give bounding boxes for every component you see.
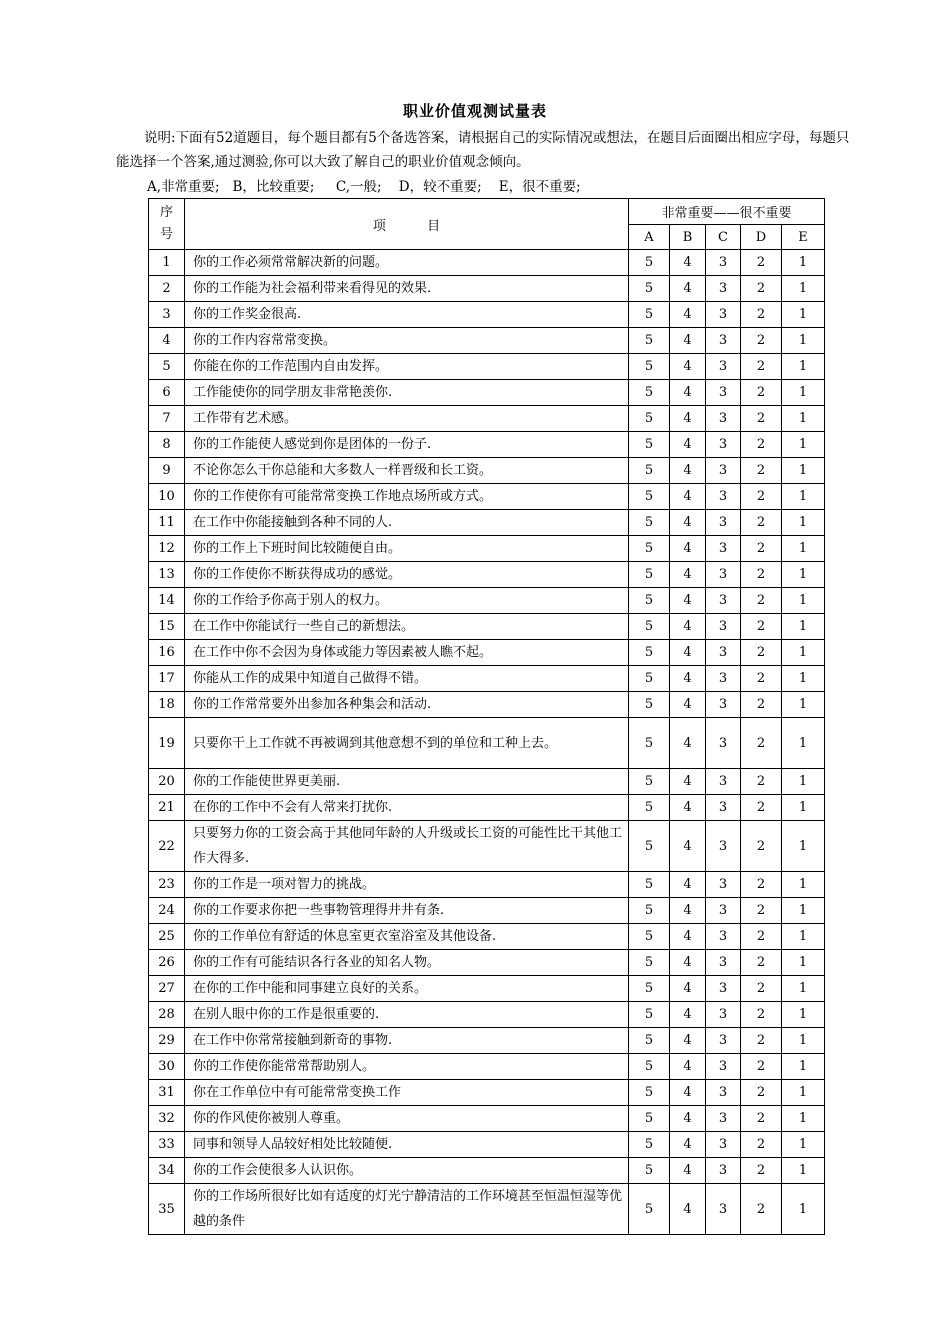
score-option-a[interactable]: 5 bbox=[629, 328, 670, 354]
table-row bbox=[149, 302, 825, 328]
score-option-e[interactable]: 1 bbox=[782, 1106, 825, 1132]
score-option-a[interactable]: 5 bbox=[629, 795, 670, 821]
row-number: 32 bbox=[149, 1106, 185, 1132]
row-number: 21 bbox=[149, 795, 185, 821]
row-number: 17 bbox=[149, 666, 185, 692]
score-option-c[interactable]: 3 bbox=[706, 302, 741, 328]
score-option-e[interactable]: 1 bbox=[782, 872, 825, 898]
score-option-d[interactable]: 2 bbox=[741, 562, 782, 588]
header-scale: 非常重要——很不重要 bbox=[629, 199, 825, 225]
row-question: 在你的工作中能和同事建立良好的关系。 bbox=[185, 976, 629, 1002]
score-option-d[interactable]: 2 bbox=[741, 1002, 782, 1028]
score-option-b[interactable]: 4 bbox=[670, 432, 706, 458]
row-question: 你能在你的工作范围内自由发挥。 bbox=[185, 354, 629, 380]
score-option-b[interactable]: 4 bbox=[670, 950, 706, 976]
row-question: 你在工作单位中有可能常常变换工作 bbox=[185, 1080, 629, 1106]
row-question: 你的工作内容常常变换。 bbox=[185, 328, 629, 354]
score-option-a[interactable]: 5 bbox=[629, 1132, 670, 1158]
score-option-b[interactable]: 4 bbox=[670, 536, 706, 562]
score-option-b[interactable]: 4 bbox=[670, 976, 706, 1002]
score-option-b[interactable]: 4 bbox=[670, 821, 706, 872]
row-number: 19 bbox=[149, 718, 185, 769]
page-title: 职业价值观测试量表 bbox=[402, 102, 547, 120]
score-option-b[interactable]: 4 bbox=[670, 250, 706, 276]
row-number: 24 bbox=[149, 898, 185, 924]
score-option-a[interactable]: 5 bbox=[629, 950, 670, 976]
score-option-d[interactable]: 2 bbox=[741, 924, 782, 950]
score-option-b[interactable]: 4 bbox=[670, 1158, 706, 1184]
score-option-a[interactable]: 5 bbox=[629, 692, 670, 718]
score-option-d[interactable]: 2 bbox=[741, 484, 782, 510]
row-number: 2 bbox=[149, 276, 185, 302]
row-question: 你的工作有可能结识各行各业的知名人物。 bbox=[185, 950, 629, 976]
header-letter-c: C bbox=[706, 225, 741, 250]
scale-legend: A,非常重要; B，比较重要; C,一般; D，较不重要; E，很不重要; bbox=[147, 179, 581, 195]
score-option-b[interactable]: 4 bbox=[670, 898, 706, 924]
table-row bbox=[149, 692, 825, 718]
score-option-c[interactable]: 3 bbox=[706, 666, 741, 692]
score-option-d[interactable]: 2 bbox=[741, 1028, 782, 1054]
score-option-d[interactable]: 2 bbox=[741, 1132, 782, 1158]
score-option-a[interactable]: 5 bbox=[629, 1184, 670, 1235]
header-number-bottom: 号 bbox=[159, 227, 173, 242]
row-number: 6 bbox=[149, 380, 185, 406]
header-item: 项 目 bbox=[185, 199, 629, 250]
score-option-d[interactable]: 2 bbox=[741, 302, 782, 328]
table-row bbox=[149, 562, 825, 588]
score-option-e[interactable]: 1 bbox=[782, 484, 825, 510]
score-option-d[interactable]: 2 bbox=[741, 432, 782, 458]
score-option-b[interactable]: 4 bbox=[670, 692, 706, 718]
score-option-a[interactable]: 5 bbox=[629, 976, 670, 1002]
row-question: 在别人眼中你的工作是很重要的. bbox=[185, 1002, 629, 1028]
table-row bbox=[149, 1054, 825, 1080]
score-option-b[interactable]: 4 bbox=[670, 354, 706, 380]
row-number: 13 bbox=[149, 562, 185, 588]
score-option-b[interactable]: 4 bbox=[670, 872, 706, 898]
row-number: 9 bbox=[149, 458, 185, 484]
score-option-a[interactable]: 5 bbox=[629, 432, 670, 458]
score-option-c[interactable]: 3 bbox=[706, 950, 741, 976]
score-option-c[interactable]: 3 bbox=[706, 354, 741, 380]
row-question: 工作带有艺术感。 bbox=[185, 406, 629, 432]
score-option-e[interactable]: 1 bbox=[782, 1002, 825, 1028]
score-option-c[interactable]: 3 bbox=[706, 458, 741, 484]
table-row bbox=[149, 406, 825, 432]
row-question: 你的工作使你不断获得成功的感觉。 bbox=[185, 562, 629, 588]
score-option-e[interactable]: 1 bbox=[782, 1132, 825, 1158]
score-option-e[interactable]: 1 bbox=[782, 536, 825, 562]
row-question: 你的工作使你能常常帮助别人。 bbox=[185, 1054, 629, 1080]
score-option-a[interactable]: 5 bbox=[629, 666, 670, 692]
table-row bbox=[149, 510, 825, 536]
table-row bbox=[149, 976, 825, 1002]
score-option-e[interactable]: 1 bbox=[782, 1028, 825, 1054]
row-question: 你的工作给予你高于别人的权力。 bbox=[185, 588, 629, 614]
row-question: 你的工作使你有可能常常变换工作地点场所或方式。 bbox=[185, 484, 629, 510]
row-number: 22 bbox=[149, 821, 185, 872]
score-option-c[interactable]: 3 bbox=[706, 406, 741, 432]
row-number: 31 bbox=[149, 1080, 185, 1106]
row-question: 在你的工作中不会有人常来打扰你. bbox=[185, 795, 629, 821]
score-option-b[interactable]: 4 bbox=[670, 588, 706, 614]
score-option-a[interactable]: 5 bbox=[629, 510, 670, 536]
score-option-c[interactable]: 3 bbox=[706, 640, 741, 666]
table-row bbox=[149, 432, 825, 458]
table-body bbox=[149, 250, 825, 1235]
score-option-d[interactable]: 2 bbox=[741, 1158, 782, 1184]
row-question: 你的工作会使很多人认识你。 bbox=[185, 1158, 629, 1184]
score-option-e[interactable]: 1 bbox=[782, 976, 825, 1002]
row-number: 3 bbox=[149, 302, 185, 328]
score-option-e[interactable]: 1 bbox=[782, 510, 825, 536]
row-question: 你的工作常常要外出参加各种集会和活动. bbox=[185, 692, 629, 718]
score-option-d[interactable]: 2 bbox=[741, 718, 782, 769]
score-option-c[interactable]: 3 bbox=[706, 924, 741, 950]
score-option-d[interactable]: 2 bbox=[741, 406, 782, 432]
table-row bbox=[149, 328, 825, 354]
row-question: 你的工作能使人感觉到你是团体的一份子. bbox=[185, 432, 629, 458]
score-option-d[interactable]: 2 bbox=[741, 510, 782, 536]
score-option-e[interactable]: 1 bbox=[782, 276, 825, 302]
row-number: 4 bbox=[149, 328, 185, 354]
score-option-c[interactable]: 3 bbox=[706, 432, 741, 458]
row-number: 27 bbox=[149, 976, 185, 1002]
score-option-b[interactable]: 4 bbox=[670, 380, 706, 406]
score-option-d[interactable]: 2 bbox=[741, 950, 782, 976]
score-option-c[interactable]: 3 bbox=[706, 692, 741, 718]
score-option-e[interactable]: 1 bbox=[782, 795, 825, 821]
header-number-top: 序 bbox=[159, 205, 173, 220]
score-option-c[interactable]: 3 bbox=[706, 718, 741, 769]
score-option-b[interactable]: 4 bbox=[670, 276, 706, 302]
score-option-a[interactable]: 5 bbox=[629, 276, 670, 302]
table-row bbox=[149, 795, 825, 821]
header-letter-b: B bbox=[670, 225, 706, 250]
row-question: 只要你干上工作就不再被调到其他意想不到的单位和工种上去。 bbox=[185, 718, 629, 769]
score-option-c[interactable]: 3 bbox=[706, 976, 741, 1002]
score-option-e[interactable]: 1 bbox=[782, 354, 825, 380]
row-number: 16 bbox=[149, 640, 185, 666]
score-option-b[interactable]: 4 bbox=[670, 769, 706, 795]
row-question: 你的工作是一项对智力的挑战。 bbox=[185, 872, 629, 898]
row-question: 在工作中你不会因为身体或能力等因素被人瞧不起。 bbox=[185, 640, 629, 666]
score-option-d[interactable]: 2 bbox=[741, 328, 782, 354]
score-option-c[interactable]: 3 bbox=[706, 1080, 741, 1106]
score-option-e[interactable]: 1 bbox=[782, 562, 825, 588]
score-option-e[interactable]: 1 bbox=[782, 769, 825, 795]
score-option-a[interactable]: 5 bbox=[629, 821, 670, 872]
score-option-c[interactable]: 3 bbox=[706, 1002, 741, 1028]
score-option-c[interactable]: 3 bbox=[706, 898, 741, 924]
table-row bbox=[149, 588, 825, 614]
score-option-c[interactable]: 3 bbox=[706, 1106, 741, 1132]
row-number: 25 bbox=[149, 924, 185, 950]
row-number: 33 bbox=[149, 1132, 185, 1158]
score-option-e[interactable]: 1 bbox=[782, 692, 825, 718]
header-letter-a: A bbox=[629, 225, 670, 250]
instructions bbox=[116, 126, 858, 174]
score-option-c[interactable]: 3 bbox=[706, 769, 741, 795]
row-number: 8 bbox=[149, 432, 185, 458]
score-option-c[interactable]: 3 bbox=[706, 1158, 741, 1184]
row-number: 1 bbox=[149, 250, 185, 276]
table-row bbox=[149, 1080, 825, 1106]
table-row bbox=[149, 1132, 825, 1158]
score-option-e[interactable]: 1 bbox=[782, 666, 825, 692]
score-option-c[interactable]: 3 bbox=[706, 614, 741, 640]
score-option-c[interactable]: 3 bbox=[706, 588, 741, 614]
score-option-b[interactable]: 4 bbox=[670, 302, 706, 328]
score-option-a[interactable]: 5 bbox=[629, 640, 670, 666]
score-option-c[interactable]: 3 bbox=[706, 821, 741, 872]
row-number: 18 bbox=[149, 692, 185, 718]
table-row bbox=[149, 718, 825, 769]
score-option-d[interactable]: 2 bbox=[741, 1080, 782, 1106]
table-row bbox=[149, 1184, 825, 1235]
score-option-e[interactable]: 1 bbox=[782, 588, 825, 614]
score-option-b[interactable]: 4 bbox=[670, 1080, 706, 1106]
row-number: 28 bbox=[149, 1002, 185, 1028]
row-number: 11 bbox=[149, 510, 185, 536]
score-option-d[interactable]: 2 bbox=[741, 588, 782, 614]
score-option-b[interactable]: 4 bbox=[670, 510, 706, 536]
score-option-d[interactable]: 2 bbox=[741, 614, 782, 640]
row-question: 你能从工作的成果中知道自己做得不错。 bbox=[185, 666, 629, 692]
score-option-e[interactable]: 1 bbox=[782, 1158, 825, 1184]
table-row bbox=[149, 536, 825, 562]
score-option-d[interactable]: 2 bbox=[741, 250, 782, 276]
score-option-d[interactable]: 2 bbox=[741, 769, 782, 795]
table-row bbox=[149, 1158, 825, 1184]
table-row bbox=[149, 1028, 825, 1054]
score-option-b[interactable]: 4 bbox=[670, 1184, 706, 1235]
row-question: 你的工作场所很好比如有适度的灯光宁静清洁的工作环境甚至恒温恒湿等优越的条件 bbox=[185, 1184, 629, 1235]
score-option-d[interactable]: 2 bbox=[741, 692, 782, 718]
score-option-a[interactable]: 5 bbox=[629, 562, 670, 588]
score-option-a[interactable]: 5 bbox=[629, 898, 670, 924]
score-option-c[interactable]: 3 bbox=[706, 795, 741, 821]
score-option-e[interactable]: 1 bbox=[782, 458, 825, 484]
table-row bbox=[149, 950, 825, 976]
score-option-a[interactable]: 5 bbox=[629, 1106, 670, 1132]
row-question: 在工作中你常常接触到新奇的事物. bbox=[185, 1028, 629, 1054]
score-option-d[interactable]: 2 bbox=[741, 821, 782, 872]
score-option-c[interactable]: 3 bbox=[706, 380, 741, 406]
score-option-c[interactable]: 3 bbox=[706, 562, 741, 588]
table-row bbox=[149, 380, 825, 406]
score-option-a[interactable]: 5 bbox=[629, 718, 670, 769]
row-question: 你的作风使你被别人尊重。 bbox=[185, 1106, 629, 1132]
header-letter-d: D bbox=[741, 225, 782, 250]
score-option-a[interactable]: 5 bbox=[629, 614, 670, 640]
instructions-text: 说明:下面有52道题目，每个题目都有5个备选答案，请根据自己的实际情况或想法，在题目后面圈出相应字母，每题只能选择一个答案,通过测验,你可以大致了解自己的职业价值观念倾向。 bbox=[116, 130, 850, 170]
score-option-e[interactable]: 1 bbox=[782, 898, 825, 924]
row-question: 你的工作要求你把一些事物管理得井井有条. bbox=[185, 898, 629, 924]
score-option-d[interactable]: 2 bbox=[741, 1106, 782, 1132]
table-row bbox=[149, 1002, 825, 1028]
table-row bbox=[149, 666, 825, 692]
score-option-e[interactable]: 1 bbox=[782, 950, 825, 976]
score-option-e[interactable]: 1 bbox=[782, 250, 825, 276]
score-option-e[interactable]: 1 bbox=[782, 328, 825, 354]
score-option-e[interactable]: 1 bbox=[782, 406, 825, 432]
score-option-e[interactable]: 1 bbox=[782, 924, 825, 950]
score-option-a[interactable]: 5 bbox=[629, 1002, 670, 1028]
score-option-d[interactable]: 2 bbox=[741, 640, 782, 666]
score-option-e[interactable]: 1 bbox=[782, 302, 825, 328]
score-option-c[interactable]: 3 bbox=[706, 1184, 741, 1235]
score-option-d[interactable]: 2 bbox=[741, 1184, 782, 1235]
score-option-a[interactable]: 5 bbox=[629, 1080, 670, 1106]
score-option-e[interactable]: 1 bbox=[782, 640, 825, 666]
score-option-c[interactable]: 3 bbox=[706, 328, 741, 354]
row-number: 26 bbox=[149, 950, 185, 976]
row-number: 5 bbox=[149, 354, 185, 380]
score-option-d[interactable]: 2 bbox=[741, 795, 782, 821]
score-option-a[interactable]: 5 bbox=[629, 484, 670, 510]
score-option-d[interactable]: 2 bbox=[741, 354, 782, 380]
score-option-b[interactable]: 4 bbox=[670, 1002, 706, 1028]
score-option-a[interactable]: 5 bbox=[629, 458, 670, 484]
score-option-e[interactable]: 1 bbox=[782, 380, 825, 406]
row-question: 你的工作必须常常解决新的问题。 bbox=[185, 250, 629, 276]
row-question: 不论你怎么干你总能和大多数人一样晋级和长工资。 bbox=[185, 458, 629, 484]
score-option-d[interactable]: 2 bbox=[741, 898, 782, 924]
table-row bbox=[149, 614, 825, 640]
score-option-d[interactable]: 2 bbox=[741, 666, 782, 692]
score-option-a[interactable]: 5 bbox=[629, 536, 670, 562]
score-option-d[interactable]: 2 bbox=[741, 976, 782, 1002]
row-number: 20 bbox=[149, 769, 185, 795]
table-row bbox=[149, 484, 825, 510]
score-option-b[interactable]: 4 bbox=[670, 562, 706, 588]
row-number: 29 bbox=[149, 1028, 185, 1054]
score-option-b[interactable]: 4 bbox=[670, 484, 706, 510]
score-option-a[interactable]: 5 bbox=[629, 1054, 670, 1080]
row-number: 34 bbox=[149, 1158, 185, 1184]
score-option-d[interactable]: 2 bbox=[741, 276, 782, 302]
row-number: 14 bbox=[149, 588, 185, 614]
score-option-d[interactable]: 2 bbox=[741, 1054, 782, 1080]
row-question: 同事和领导人品较好相处比较随便. bbox=[185, 1132, 629, 1158]
score-option-c[interactable]: 3 bbox=[706, 510, 741, 536]
row-question: 你的工作上下班时间比较随便自由。 bbox=[185, 536, 629, 562]
score-option-b[interactable]: 4 bbox=[670, 614, 706, 640]
row-question: 工作能使你的同学朋友非常艳羡你. bbox=[185, 380, 629, 406]
table-row bbox=[149, 821, 825, 872]
table-row bbox=[149, 458, 825, 484]
score-option-e[interactable]: 1 bbox=[782, 432, 825, 458]
table-row bbox=[149, 1106, 825, 1132]
score-option-c[interactable]: 3 bbox=[706, 484, 741, 510]
table-row bbox=[149, 872, 825, 898]
score-option-c[interactable]: 3 bbox=[706, 1054, 741, 1080]
header-letter-e: E bbox=[782, 225, 825, 250]
score-option-c[interactable]: 3 bbox=[706, 1028, 741, 1054]
score-option-b[interactable]: 4 bbox=[670, 1106, 706, 1132]
score-option-a[interactable]: 5 bbox=[629, 588, 670, 614]
score-option-c[interactable]: 3 bbox=[706, 872, 741, 898]
score-option-a[interactable]: 5 bbox=[629, 406, 670, 432]
row-number: 35 bbox=[149, 1184, 185, 1235]
score-option-d[interactable]: 2 bbox=[741, 380, 782, 406]
score-option-a[interactable]: 5 bbox=[629, 1158, 670, 1184]
score-option-d[interactable]: 2 bbox=[741, 536, 782, 562]
score-option-b[interactable]: 4 bbox=[670, 640, 706, 666]
score-option-a[interactable]: 5 bbox=[629, 1028, 670, 1054]
score-option-e[interactable]: 1 bbox=[782, 614, 825, 640]
score-option-b[interactable]: 4 bbox=[670, 1028, 706, 1054]
score-option-a[interactable]: 5 bbox=[629, 769, 670, 795]
score-option-a[interactable]: 5 bbox=[629, 302, 670, 328]
row-question: 你的工作能为社会福利带来看得见的效果. bbox=[185, 276, 629, 302]
score-option-b[interactable]: 4 bbox=[670, 406, 706, 432]
score-option-a[interactable]: 5 bbox=[629, 354, 670, 380]
score-option-b[interactable]: 4 bbox=[670, 458, 706, 484]
score-option-a[interactable]: 5 bbox=[629, 872, 670, 898]
row-number: 30 bbox=[149, 1054, 185, 1080]
score-option-c[interactable]: 3 bbox=[706, 1132, 741, 1158]
table-row bbox=[149, 640, 825, 666]
table-row bbox=[149, 898, 825, 924]
table-row bbox=[149, 276, 825, 302]
header-number bbox=[149, 199, 185, 250]
row-number: 10 bbox=[149, 484, 185, 510]
score-option-c[interactable]: 3 bbox=[706, 250, 741, 276]
row-question: 你的工作单位有舒适的休息室更衣室浴室及其他设备. bbox=[185, 924, 629, 950]
score-option-b[interactable]: 4 bbox=[670, 795, 706, 821]
score-option-b[interactable]: 4 bbox=[670, 718, 706, 769]
score-option-a[interactable]: 5 bbox=[629, 924, 670, 950]
score-option-b[interactable]: 4 bbox=[670, 1132, 706, 1158]
questionnaire-table bbox=[148, 198, 825, 1235]
table-row bbox=[149, 924, 825, 950]
row-question: 你的工作奖金很高. bbox=[185, 302, 629, 328]
score-option-a[interactable]: 5 bbox=[629, 250, 670, 276]
score-option-e[interactable]: 1 bbox=[782, 718, 825, 769]
row-number: 7 bbox=[149, 406, 185, 432]
row-question: 在工作中你能接触到各种不同的人. bbox=[185, 510, 629, 536]
row-question: 只要努力你的工资会高于其他同年龄的人升级或长工资的可能性比干其他工作大得多. bbox=[185, 821, 629, 872]
row-number: 12 bbox=[149, 536, 185, 562]
score-option-b[interactable]: 4 bbox=[670, 666, 706, 692]
score-option-d[interactable]: 2 bbox=[741, 458, 782, 484]
score-option-c[interactable]: 3 bbox=[706, 536, 741, 562]
score-option-b[interactable]: 4 bbox=[670, 924, 706, 950]
row-number: 15 bbox=[149, 614, 185, 640]
row-question: 在工作中你能试行一些自己的新想法。 bbox=[185, 614, 629, 640]
table-row bbox=[149, 354, 825, 380]
score-option-c[interactable]: 3 bbox=[706, 276, 741, 302]
row-question: 你的工作能使世界更美丽. bbox=[185, 769, 629, 795]
score-option-a[interactable]: 5 bbox=[629, 380, 670, 406]
table-row bbox=[149, 769, 825, 795]
table-row bbox=[149, 250, 825, 276]
score-option-e[interactable]: 1 bbox=[782, 821, 825, 872]
row-number: 23 bbox=[149, 872, 185, 898]
score-option-e[interactable]: 1 bbox=[782, 1184, 825, 1235]
score-option-e[interactable]: 1 bbox=[782, 1054, 825, 1080]
score-option-b[interactable]: 4 bbox=[670, 328, 706, 354]
score-option-b[interactable]: 4 bbox=[670, 1054, 706, 1080]
score-option-d[interactable]: 2 bbox=[741, 872, 782, 898]
score-option-e[interactable]: 1 bbox=[782, 1080, 825, 1106]
